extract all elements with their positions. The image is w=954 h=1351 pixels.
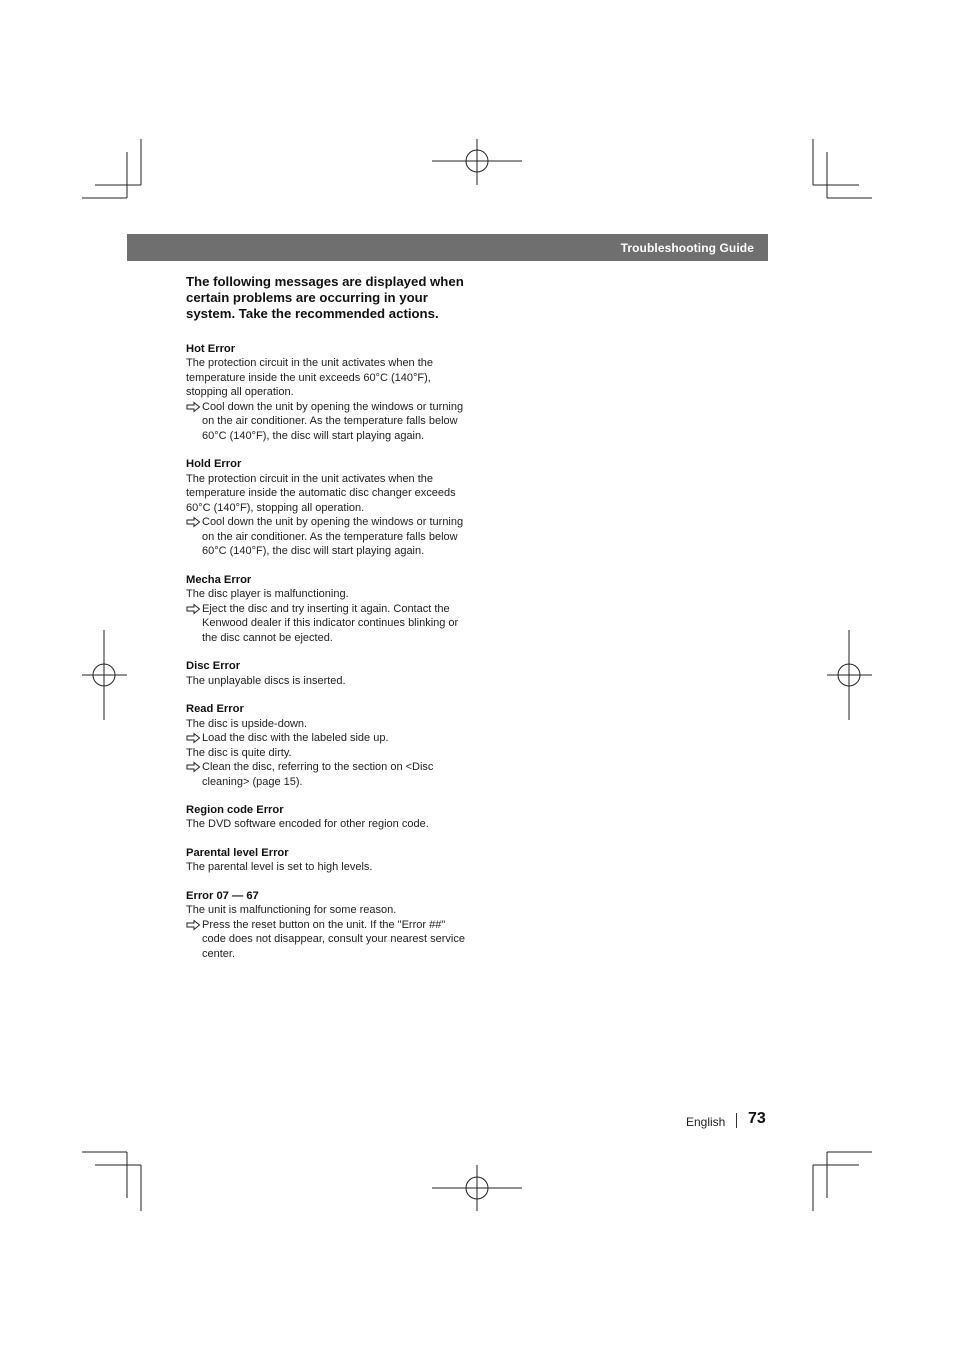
action-text: Load the disc with the labeled side up. <box>202 732 389 745</box>
error-section <box>186 889 471 961</box>
description-text: The disc is quite dirty. <box>186 746 292 759</box>
footer-language: English <box>686 1115 726 1129</box>
error-section <box>186 457 471 558</box>
error-title: Read Error <box>186 703 244 716</box>
recommended-action <box>186 760 471 789</box>
recommended-action <box>186 400 471 444</box>
right-arrow-icon <box>186 761 201 773</box>
error-title: Parental level Error <box>186 846 289 859</box>
description-text: The parental level is set to high levels. <box>186 861 373 874</box>
description-text: The protection circuit in the unit activates when the temperature inside the unit exceeds 60°C (140°F), stopping all operation. <box>186 357 434 399</box>
error-section <box>186 846 471 875</box>
right-arrow-icon <box>186 603 201 615</box>
recommended-action <box>186 515 471 559</box>
error-title: Mecha Error <box>186 573 252 586</box>
error-title: Error 07 — 67 <box>186 889 259 902</box>
description-text: The DVD software encoded for other region code. <box>186 818 429 831</box>
error-title: Disc Error <box>186 660 241 673</box>
error-title: Region code Error <box>186 804 284 817</box>
header-title: Troubleshooting Guide <box>620 241 754 255</box>
troubleshooting-content <box>186 274 471 975</box>
error-sections <box>186 342 471 961</box>
description-text: The unplayable discs is inserted. <box>186 674 346 687</box>
recommended-action <box>186 731 471 746</box>
description-text: The unit is malfunctioning for some reason. <box>186 904 397 917</box>
error-title: Hot Error <box>186 343 236 355</box>
footer-separator <box>736 1113 737 1128</box>
intro-paragraph: The following messages are displayed when certain problems are occurring in your system. Take the recommended actions. <box>186 274 464 321</box>
page-number: 73 <box>748 1110 766 1127</box>
action-text: Cool down the unit by opening the windows or turning on the air conditioner. As the temperature falls below 60°C (140°F), the disc will start playing again. <box>202 400 464 442</box>
recommended-action <box>186 918 471 962</box>
error-section <box>186 659 471 688</box>
action-text: Eject the disc and try inserting it again. Contact the Kenwood dealer if this indicator continues blinking or the disc cannot be ejected. <box>202 602 459 644</box>
action-text: Clean the disc, referring to the section on <Disc cleaning> (page 15). <box>202 761 434 788</box>
right-arrow-icon <box>186 401 201 413</box>
error-section <box>186 702 471 789</box>
description-text: The protection circuit in the unit activates when the temperature inside the automatic disc changer exceeds 60°C (140°F), stopping all operation. <box>186 472 456 514</box>
description-text: The disc player is malfunctioning. <box>186 588 349 601</box>
error-title: Hold Error <box>186 458 242 471</box>
right-arrow-icon <box>186 919 201 931</box>
error-section <box>186 803 471 832</box>
action-text: Press the reset button on the unit. If the "Error ##" code does not disappear, consult your nearest service center. <box>202 918 465 960</box>
error-section <box>186 573 471 645</box>
action-text: Cool down the unit by opening the windows or turning on the air conditioner. As the temperature falls below 60°C (140°F), the disc will start playing again. <box>202 516 464 558</box>
description-text: The disc is upside-down. <box>186 717 308 730</box>
section-header-bar <box>127 234 768 261</box>
right-arrow-icon <box>186 732 201 744</box>
right-arrow-icon <box>186 516 201 528</box>
recommended-action <box>186 602 471 646</box>
error-section <box>186 342 471 443</box>
